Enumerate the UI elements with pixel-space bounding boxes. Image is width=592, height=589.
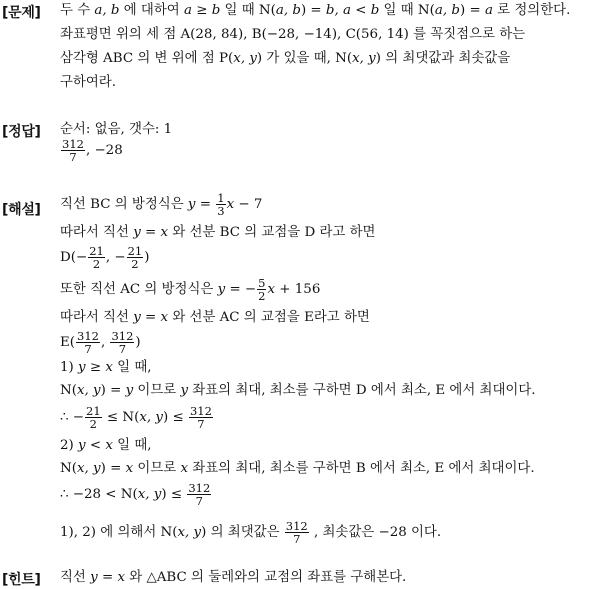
answer-line-1: 순서: 없음, 갯수: 1 xyxy=(60,122,173,137)
solution-line-d-intro: 따라서 직선 y = x 와 선분 BC 의 교점을 D 라고 하면 xyxy=(60,225,376,240)
problem-line-4: 구하여라. xyxy=(60,75,116,90)
problem-line-3: 삼각형 ABC 의 변 위에 점 P(x, y) 가 있을 때, N(x, y) 의 최댓값과 최솟값을 xyxy=(60,51,511,66)
answer-label: [정답] xyxy=(2,124,41,140)
solution-case-2-detail: N(x, y) = x 이므로 x 좌표의 최대, 최소를 구하면 B 에서 최소, E 에서 최대이다. xyxy=(60,461,535,476)
solution-case-1: 1) y ≥ x 일 때, xyxy=(60,360,152,375)
solution-ac-equation: 또한 직선 AC 의 방정식은 y = − $\frac{5}{2}$ x + 156 xyxy=(60,276,321,303)
problem-line-1: 두 수 a, b 에 대하여 a ≥ b 일 때 N(a, b) = b, a < b 일 때 N(a, b) = a 로 정의한다. xyxy=(60,3,571,18)
hint-text: 직선 y = x 와 △ABC 의 둘레와의 교점의 좌표를 구해본다. xyxy=(60,570,407,585)
solution-bc-equation: 직선 BC 의 방정식은 y = $\frac{1}{3}$ x − 7 xyxy=(60,191,263,218)
solution-case-2: 2) y < x 일 때, xyxy=(60,438,152,453)
answer-max-fraction: $\frac{312}{7}$ xyxy=(62,137,84,164)
solution-point-e: E( $\frac{312}{7}$ , $\frac{312}{7}$ ) xyxy=(60,329,141,356)
problem-label: [문제] xyxy=(2,5,41,21)
problem-line-2: 좌표평면 위의 세 점 A(28, 84), B(−28, −14), C(56, 14) 를 꼭짓점으로 하는 xyxy=(60,27,526,42)
solution-case-2-inequality: ∴ −28 < N(x, y) ≤ $\frac{312}{7}$ xyxy=(60,481,211,508)
solution-case-1-inequality: ∴ − $\frac{21}{2}$ ≤ N(x, y) ≤ $\frac{312}{7}$ xyxy=(60,404,212,431)
solution-case-1-detail: N(x, y) = y 이므로 y 좌표의 최대, 최소를 구하면 D 에서 최소, E 에서 최대이다. xyxy=(60,383,536,398)
hint-label: [힌트] xyxy=(2,572,41,588)
solution-line-e-intro: 따라서 직선 y = x 와 선분 AC 의 교점을 E라고 하면 xyxy=(60,310,370,325)
answer-values: $\frac{312}{7}$ , −28 xyxy=(62,137,123,164)
solution-label: [해설] xyxy=(2,202,41,218)
solution-point-d: D(− $\frac{21}{2}$ , − $\frac{21}{2}$ ) xyxy=(60,244,150,271)
solution-conclusion: 1), 2) 에 의해서 N(x, y) 의 최댓값은 $\frac{312}{7}$ , 최솟값은 −28 이다. xyxy=(60,519,442,546)
